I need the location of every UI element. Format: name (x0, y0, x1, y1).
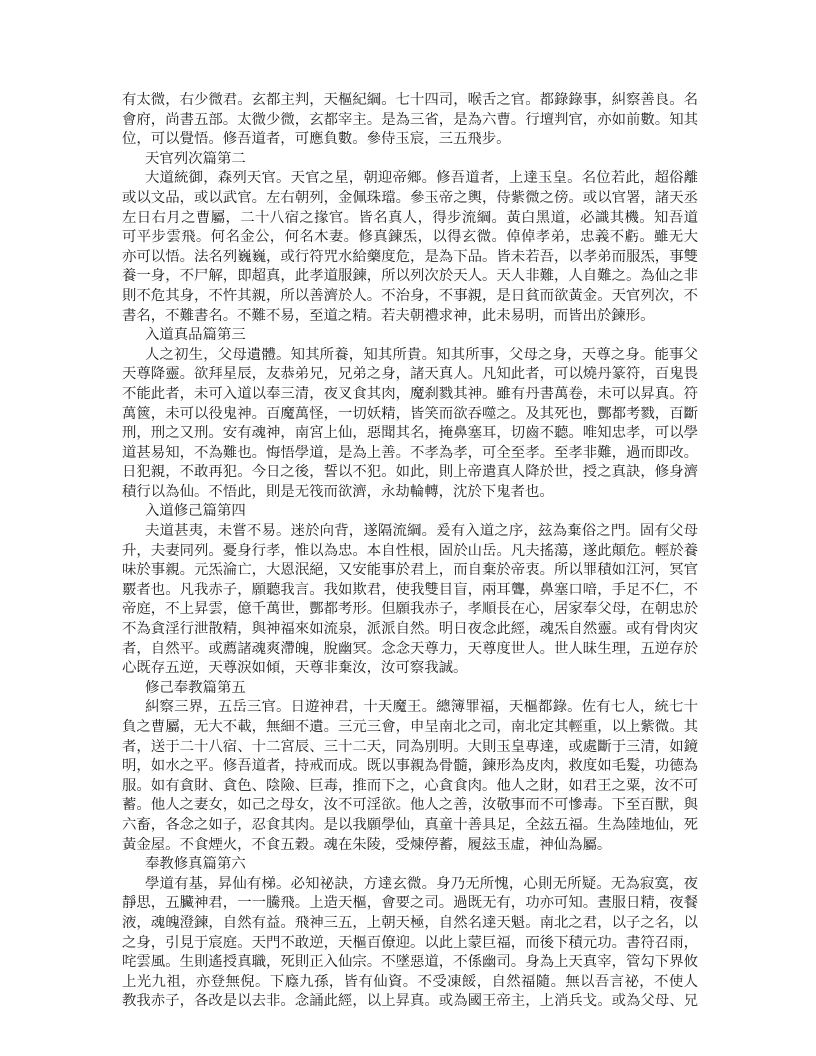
text-line: 服。如有貪財、貪色、陰險、巨毒，推而下之，心貪食肉。他人之財，如君王之粟，汝不可 (122, 777, 698, 794)
text-line: 養一身，不尸解，即超真，此孝道服鍊，所以列次於天人。天人非難，人自難之。為仙之非 (122, 268, 698, 285)
text-line: 蓄。他人之妻女，如己之母女，汝不可淫欲。他人之善，汝敬事而不可慘毒。下至百獸，與 (122, 797, 698, 814)
document-body (122, 91, 698, 1012)
text-line: 之身，引見于宸庭。天門不敢逆，天樞百僚迎。以此上蒙巨福，而後下積元功。書符召雨， (122, 934, 698, 951)
text-line: 大道統御，森列天官。天官之星，朝迎帝鄉。修吾道者，上達玉皇。名位若此，超俗離 (145, 170, 698, 187)
text-line: 六畜，各念之如子，忍食其肉。是以我願學仙，真童十善具足，全玆五福。生為陸地仙，死 (122, 816, 698, 833)
text-line: 夫道甚夷，未嘗不易。迷於向背，遂隔流綱。爰有入道之序，玆為棄俗之門。固有父母 (145, 523, 698, 540)
text-line: 位，可以覺悟。修吾道者，可應負數。參侍玉宸，三五飛步。 (122, 131, 511, 148)
text-line: 書名，不難書名。不難不易，至道之精。若夫朝禮求神，此未易明，而皆出於鍊形。 (122, 307, 655, 324)
paragraph (122, 522, 698, 679)
text-line: 明，如水之平。修吾道者，持戒而成。既以事親為骨髓，鍊形為皮肉，救度如毛髮，功德為 (122, 758, 698, 775)
section-heading: 入道修己篇第四 (145, 503, 246, 520)
paragraph (122, 346, 698, 503)
text-line: 帝庭，不上昇雲，億千萬世，酆都考形。但願我赤子，孝順長在心，居家奉父母，在朝忠於 (122, 601, 698, 618)
text-line: 者，送于二十八宿、十二宮辰、三十二天，同為別明。大則玉皇專達，或處斷于三清，如鏡 (122, 738, 698, 755)
text-line: 液，魂魄澄鍊，自然有益。飛神三五，上朝天極，自然名達天魁。南北之君，以子之名，以 (122, 914, 698, 931)
text-line: 教我赤子，各改是以去非。念誦此經，以上昇真。或為國王帝主，上消兵戈。或為父母、兄 (122, 993, 698, 1010)
text-line: 靜思，五臟神君，一一騰飛。上造天樞，會要之司。過既无有，功亦可知。晝服日精，夜餐 (122, 895, 698, 912)
text-line: 心既存五逆，天尊淚如傾，天尊非棄汝，汝可察我誠。 (122, 660, 468, 677)
text-line: 會府，尚書五部。太微少微，玄都宰主。是為三省，是為六曹。行壇判官，亦如前數。知其 (122, 111, 698, 128)
text-line: 學道有基，昇仙有梯。必知祕訣，方達玄微。身乃无所愧，心則无所疑。无為寂寞，夜 (145, 875, 698, 892)
text-line: 不能此者，未可入道以奉三清，夜叉食其肉，魔刹戮其神。雖有丹書萬卷，未可以昇真。符 (122, 385, 698, 402)
text-line: 天尊降靈。欲拜星辰，友恭弟兄，兄弟之身，諸天真人。凡知此者，可以燒丹篆符，百鬼畏 (122, 366, 698, 383)
text-line: 積行以為仙。不悟此，則是无筏而欲濟，永劫輪轉，沈於下鬼者也。 (122, 483, 554, 500)
text-line: 人之初生，父母遺體。知其所養，知其所貴。知其所事，父母之身，天尊之身。能事父 (145, 346, 698, 363)
paragraph (122, 698, 698, 855)
text-line: 不為貪淫行泄散精，與神福來如流泉，派派自然。明日夜念此經，魂炁自然靈。或有骨肉灾 (122, 621, 698, 638)
text-line: 糾察三界，五岳三官。日遊神君，十天魔王。總簿罪福，天樞都錄。佐有七人，統七十 (145, 699, 698, 716)
section-heading: 修己奉教篇第五 (145, 679, 246, 696)
text-line: 升，夫妻同列。憂身行孝，惟以為忠。本自性根，固於山岳。凡夫搖蕩，遂此顛危。輕於養 (122, 542, 698, 559)
text-line: 可平步雲飛。何名金公，何名木妻。修真鍊炁，以得玄微。倬倬孝弟，忠義不虧。雖无大 (122, 229, 698, 246)
section-heading: 奉教修真篇第六 (145, 856, 246, 873)
section-heading: 入道真品篇第三 (145, 327, 246, 344)
text-line: 萬篋，未可以役鬼神。百魔萬怪，一切妖精，皆笑而欲吞噬之。及其死也，酆都考戮，百斷 (122, 405, 698, 422)
text-line: 咤雲風。生則遙授真職，死則正入仙宗。不墜惡道，不係幽司。身為上天真宰，管勾下界攸 (122, 954, 698, 971)
text-line: 日犯親，不敢再犯。今日之後，誓以不犯。如此，則上帝遣真人降於世，授之真訣，修身濟 (122, 464, 698, 481)
paragraph (122, 91, 698, 150)
text-line: 者，自然平。或薦諸魂爽滯魄，脫幽冥。念念天尊力，天尊度世人。世人昧生理，五逆存於 (122, 640, 698, 657)
text-line: 有太微，右少微君。玄都主判，天樞紀綱。七十四司，喉舌之官。都錄錄事，糾察善良。名 (122, 92, 698, 108)
text-line: 刑，刑之又刑。安有魂神，南宮上仙，惡聞其名，掩鼻塞耳，切齒不聽。唯知忠孝，可以學 (122, 425, 698, 442)
text-line: 左日右月之曹屬，二十八宿之掾官。皆名真人，得步流綱。黃白黑道，必識其機。知吾道 (122, 209, 698, 226)
text-line: 道甚易知，不為難也。悔悟學道，是為上善。不孝為孝，可全至孝。至孝非難，過而即改。 (122, 444, 698, 461)
text-line: 味於事親。元炁淪亡，大恩泯絕，又安能事於君上，而自棄於帝衷。所以罪積如江河，冥官 (122, 562, 698, 579)
text-line: 上光九祖，亦登無倪。下廕九孫，皆有仙資。不受凍餒，自然福隨。無以吾言祕，不使人 (122, 973, 698, 990)
text-line: 則不危其身，不忤其親，所以善濟於人。不治身，不事親，是日貧而欲黃金。天官列次，不 (122, 287, 698, 304)
paragraph (122, 875, 698, 1012)
text-line: 覈者也。凡我赤子，願聽我言。我如欺君，使我雙目盲，兩耳聾，鼻塞口喑，手足不仁，不 (122, 581, 698, 598)
text-line: 黃金屋。不食煙火，不食五穀。魂在朱陵，受煉停蓄，履玆玉虛，神仙為屬。 (122, 836, 612, 853)
section-heading: 天官列次篇第二 (145, 150, 246, 167)
paragraph (122, 169, 698, 326)
text-line: 負之曹屬，无大不載，無細不遺。三元三會，申呈南北之司，南北定其輕重，以上紫微。其 (122, 719, 698, 735)
text-line: 亦可以悟。法名列巍巍，或行符咒水給藥度危，是為下品。皆未若吾，以孝弟而服炁，事雙 (122, 248, 698, 265)
text-line: 或以文品，或以武官。左右朝列，金佩珠璫。參玉帝之輿，侍紫微之傍。或以官署，諸天丞 (122, 189, 698, 206)
